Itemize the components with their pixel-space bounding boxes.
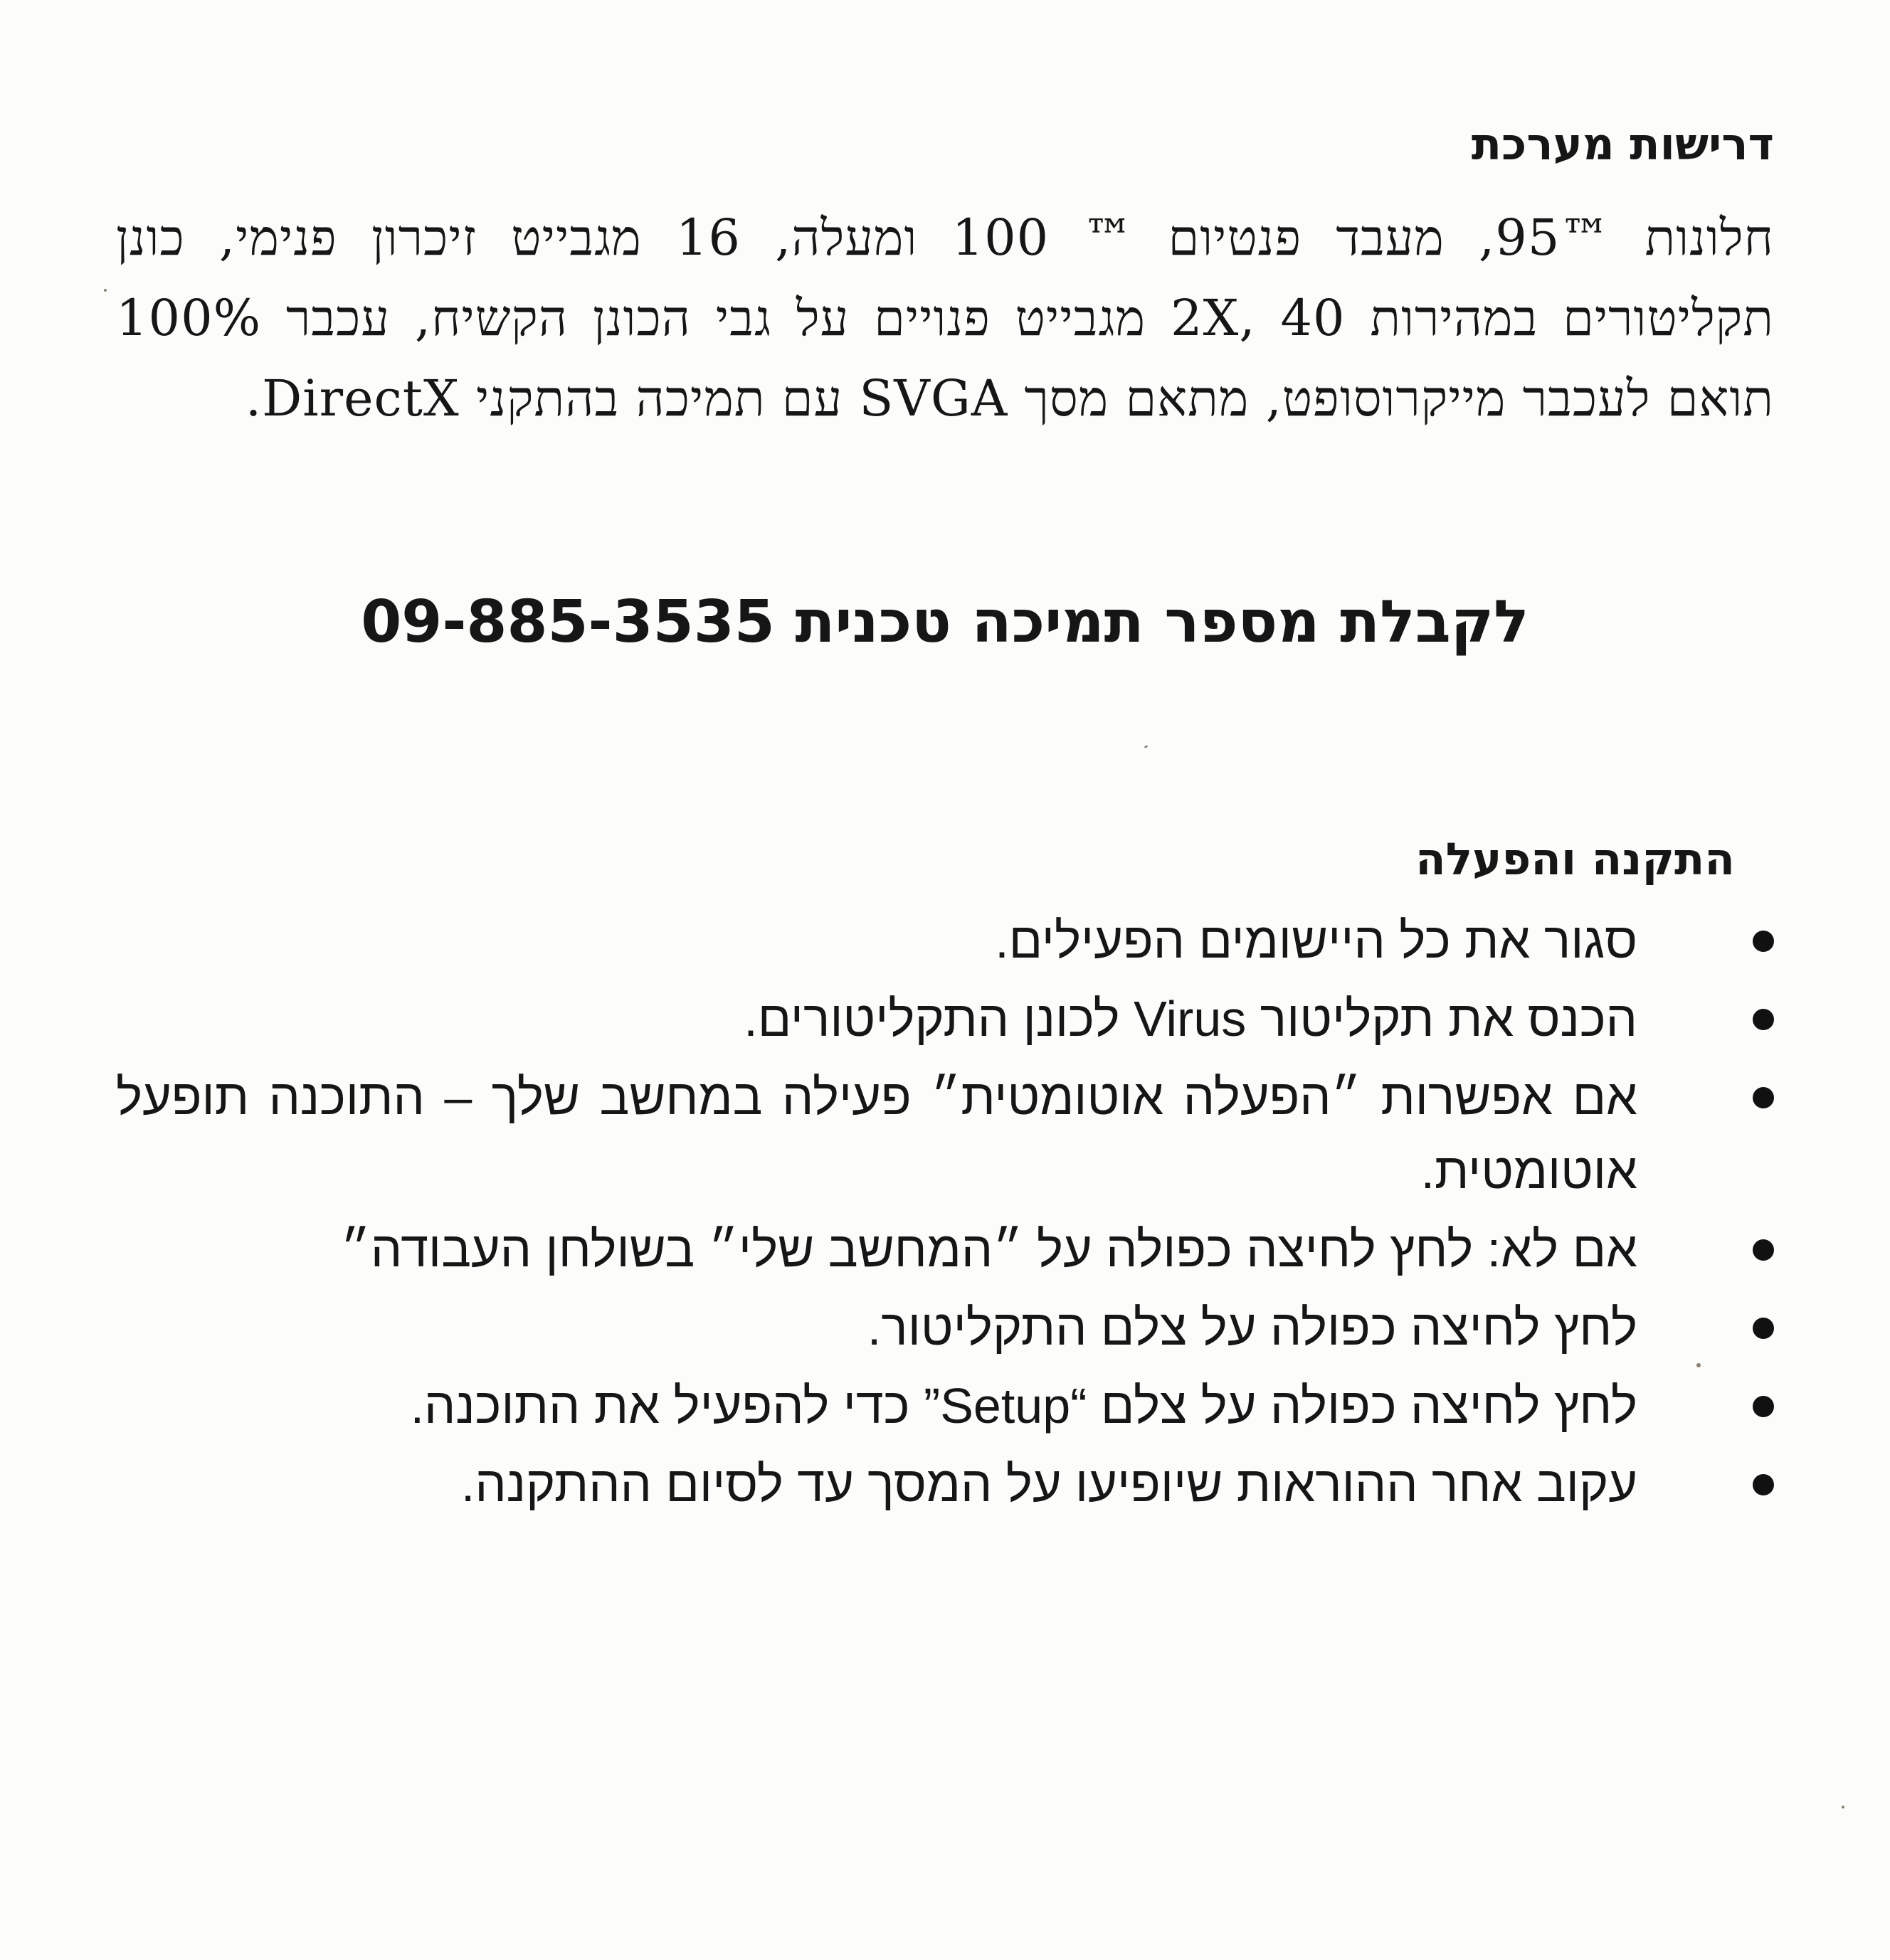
installation-step — [116, 1212, 1774, 1286]
installation-step — [116, 1291, 1774, 1365]
installation-step-text: סגור את כל היישומים הפעילים. — [995, 913, 1637, 968]
installation-step — [116, 904, 1774, 978]
system-requirements-text: חלונות ™95, מעבד פנטיום ™ 100 ומעלה, 16 מגבייט זיכרון פנימי, כונן תקליטורים במהירות 2X, 40 מגבייט פנויים על גבי הכונן הקשיח, עכבר 100% תואם לעכבר מייקרוסופט, מתאם מסך SVGA עם תמיכה בהתקני DirectX. — [116, 208, 1775, 428]
bullet-icon — [1753, 1239, 1774, 1261]
bullet-icon — [1753, 1009, 1774, 1030]
paper-speck — [104, 289, 107, 292]
installation-steps-list — [116, 904, 1774, 1525]
installation-step — [116, 1447, 1774, 1521]
installation-heading: התקנה והפעלה — [1415, 833, 1735, 885]
bullet-icon — [1753, 931, 1774, 952]
installation-step — [116, 982, 1774, 1056]
installation-step-text: עקוב אחר ההוראות שיופיעו על המסך עד לסיום ההתקנה. — [460, 1456, 1637, 1512]
paper-speck — [1696, 1363, 1701, 1367]
installation-step — [116, 1369, 1774, 1443]
paper-speck — [1842, 1806, 1844, 1808]
installation-step-text: אם לא: לחץ לחיצה כפולה על ״המחשב שלי״ בשולחן העבודה״ — [340, 1222, 1637, 1277]
installation-step — [116, 1060, 1774, 1208]
bullet-icon — [1753, 1318, 1774, 1339]
installation-step-text: הכנס את תקליטור Virus לכונן התקליטורים. — [744, 991, 1637, 1047]
installation-step-text: לחץ לחיצה כפולה על צלם “Setup” כדי להפעיל את התוכנה. — [410, 1378, 1637, 1434]
installation-step-text: לחץ לחיצה כפולה על צלם התקליטור. — [867, 1300, 1637, 1355]
system-requirements-heading: דרישות מערכת — [1471, 118, 1774, 170]
paper-speck — [1144, 745, 1149, 748]
technical-support-line: לקבלת מספר תמיכה טכנית 09-885-3535 — [361, 588, 1529, 656]
installation-step-text: אם אפשרות ״הפעלה אוטומטית״ פעילה במחשב שלך – התוכנה תופעל אוטומטית. — [116, 1069, 1637, 1199]
bullet-icon — [1753, 1396, 1774, 1417]
bullet-icon — [1753, 1474, 1774, 1495]
bullet-icon — [1753, 1087, 1774, 1108]
